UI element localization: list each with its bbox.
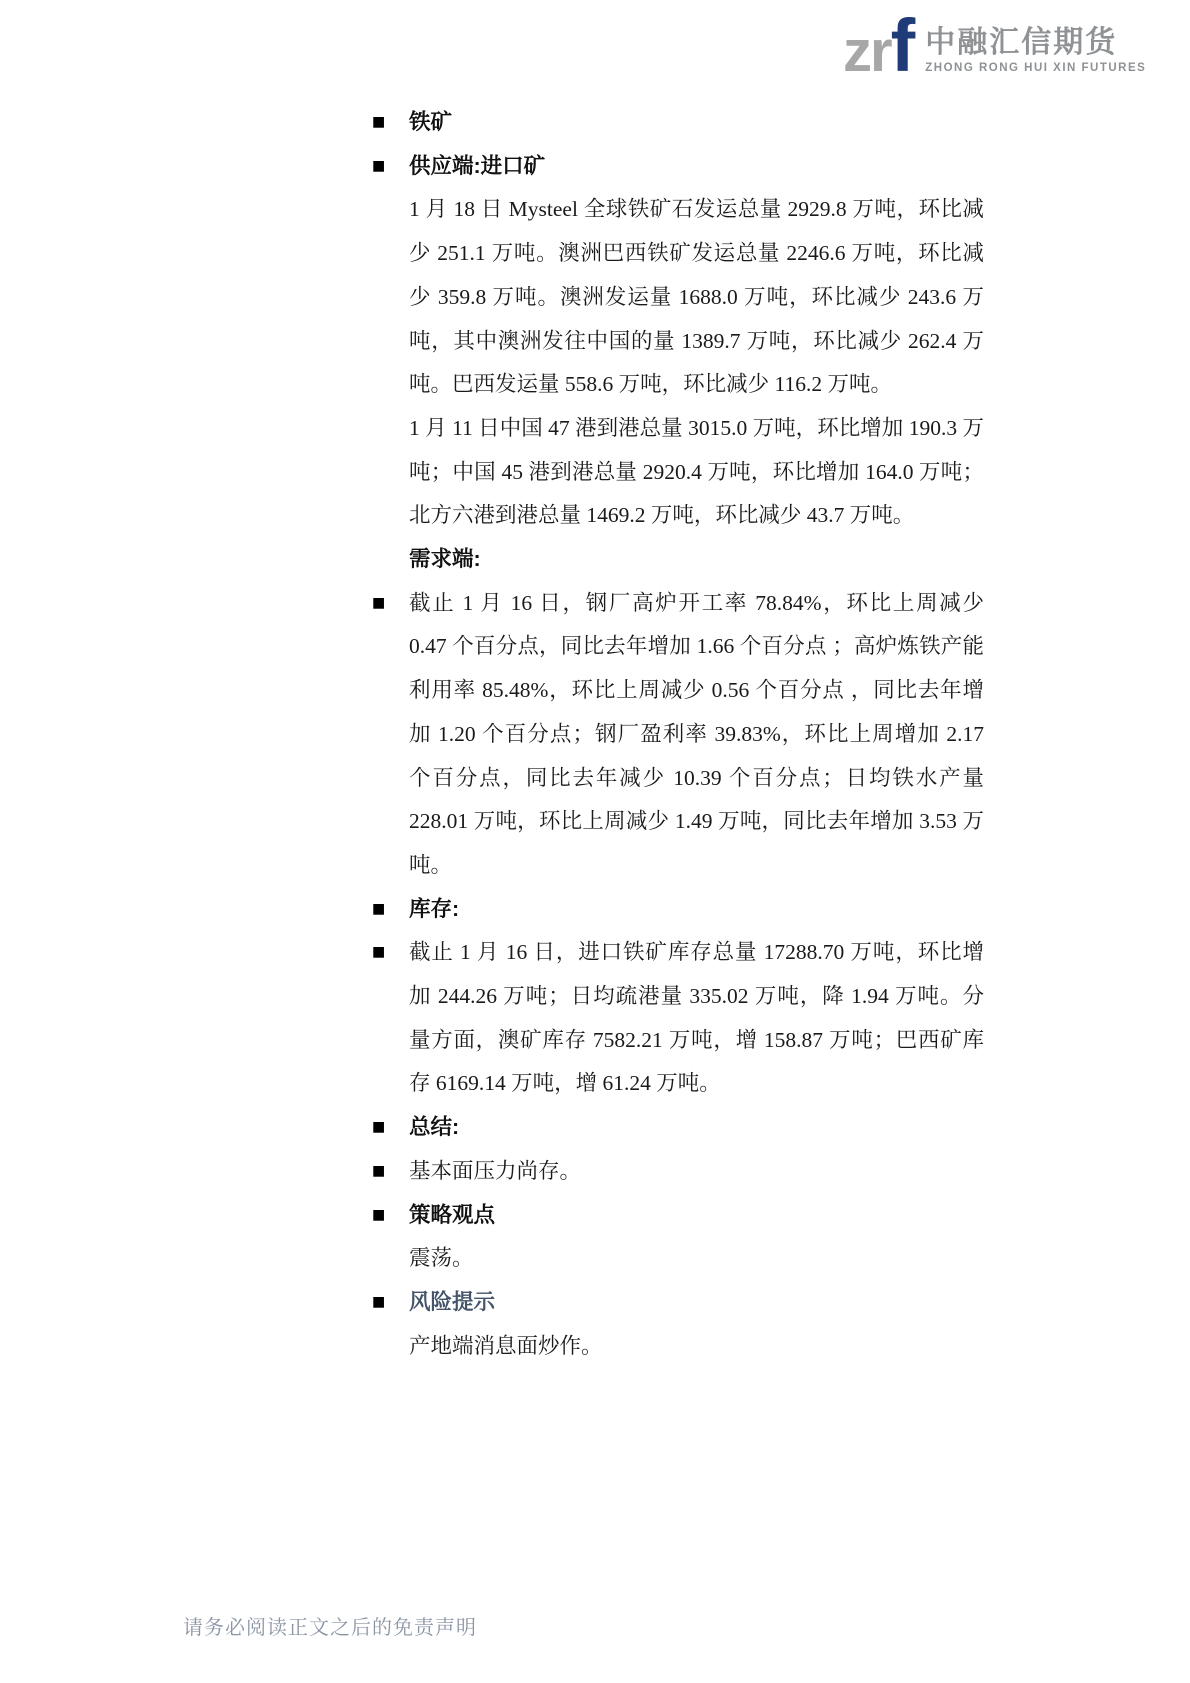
paragraph-strategy-view <box>372 1237 984 1281</box>
section-title-text: 策略观点 <box>409 1202 496 1227</box>
logo-company-names <box>925 27 1146 76</box>
company-logo <box>843 4 1147 87</box>
bullet-item-text: 基本面压力尚存。 <box>409 1158 582 1183</box>
logo-zr-text: zr <box>843 19 891 84</box>
subheader-demand <box>372 538 984 582</box>
section-title-text: 总结: <box>409 1115 460 1140</box>
bullet-item-text: 截止 1 月 16 日，进口铁矿库存总量 17288.70 万吨，环比增加 244.26 万吨；日均疏港量 335.02 万吨，降 1.94 万吨。分量方面，澳矿库存 7582.21 万吨，增 158.87 万吨；巴西矿库存 6169.14 万吨，增 61.24 万吨。 <box>409 940 984 1096</box>
paragraph-risk-note <box>372 1325 984 1369</box>
bullet-item-summary-text <box>372 1150 984 1194</box>
bullet-item-demand-stats <box>372 582 984 888</box>
company-name-chinese: 中融汇信期货 <box>925 25 1118 59</box>
bullet-square-icon: ■ <box>372 1162 386 1179</box>
bullet-square-icon: ■ <box>372 900 386 917</box>
company-name-english: ZHONG RONG HUI XIN FUTURES <box>925 62 1147 75</box>
section-title-text: 铁矿 <box>409 110 453 134</box>
section-title-summary <box>372 1106 984 1150</box>
logo-f-text: f <box>890 4 914 87</box>
section-title-text: 库存: <box>409 896 460 921</box>
section-title-iron-ore <box>372 101 984 145</box>
bullet-square-icon: ■ <box>372 1119 386 1136</box>
bullet-square-icon: ■ <box>372 1206 386 1223</box>
report-content <box>372 101 984 1368</box>
footer-disclaimer: 请务必阅读正文之后的免责声明 <box>183 1617 477 1639</box>
section-title-strategy <box>372 1194 984 1238</box>
bullet-square-icon: ■ <box>372 114 386 130</box>
section-title-risk <box>372 1281 984 1325</box>
paragraph-port-arrivals <box>372 407 984 538</box>
paragraph-text: 1 月 11 日中国 47 港到港总量 3015.0 万吨，环比增加 190.3 万吨；中国 45 港到港总量 2920.4 万吨，环比增加 164.0 万吨；北方六港到港总量 1469.2 万吨，环比减少 43.7 万吨。 <box>409 415 984 528</box>
paragraph-global-shipments <box>372 188 984 407</box>
subheader-text: 需求端: <box>409 547 481 572</box>
bullet-square-icon: ■ <box>372 1293 386 1310</box>
section-title-supply <box>372 145 984 189</box>
logo-zrf-mark <box>843 4 914 87</box>
bullet-square-icon: ■ <box>372 944 386 961</box>
bullet-item-text: 截止 1 月 16 日，钢厂高炉开工率 78.84%，环比上周减少 0.47 个百分点，同比去年增加 1.66 个百分点 ；高炉炼铁产能利用率 85.48%，环比上周减少 0.56 个百分点 ，同比去年增加 1.20 个百分点；钢厂盈利率 39.83%，环比上周增加 2.17 个百分点，同比去年减少 10.39 个百分点；日均铁水产量 228.01 万吨，环比上周减少 1.49 万吨，同比去年增加 3.53 万吨。 <box>409 590 984 877</box>
bullet-square-icon: ■ <box>372 157 386 174</box>
section-title-inventory <box>372 888 984 932</box>
bullet-item-inventory-stats <box>372 931 984 1106</box>
bullet-square-icon: ■ <box>372 594 386 611</box>
paragraph-text: 产地端消息面炒作。 <box>409 1333 603 1358</box>
section-title-text: 供应端:进口矿 <box>409 153 546 178</box>
paragraph-text: 1 月 18 日 Mysteel 全球铁矿石发运总量 2929.8 万吨，环比减少 251.1 万吨。澳洲巴西铁矿发运总量 2246.6 万吨，环比减少 359.8 万吨。澳洲发运量 1688.0 万吨，环比减少 243.6 万吨，其中澳洲发往中国的量 1389.7 万吨，环比减少 262.4 万吨。巴西发运量 558.6 万吨，环比减少 116.2 万吨。 <box>409 197 984 397</box>
paragraph-text: 震荡。 <box>409 1246 474 1271</box>
section-title-text: 风险提示 <box>409 1289 496 1314</box>
